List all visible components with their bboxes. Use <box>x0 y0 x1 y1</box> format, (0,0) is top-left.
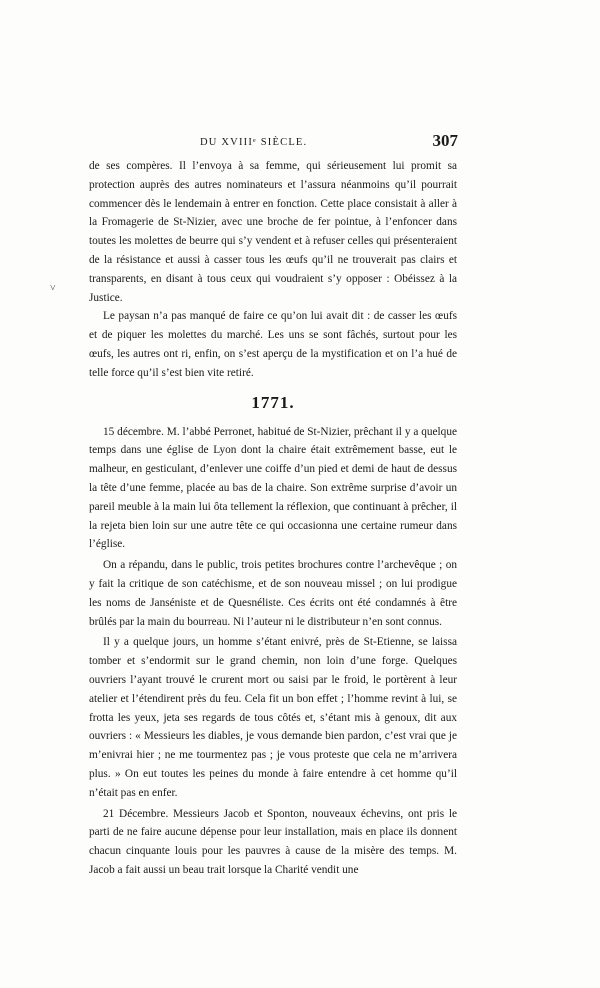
paragraph: Il y a quelque jours, un homme s’étant enivré, près de St-Etienne, se laissa tomber et s’endormit sur le grand chemin, non loin d’une forge. Quelques ouvriers l’ayant trouvé le crurent mort ou saisi par le froid, le portèrent à leur atelier et l’étendirent près du feu. Cela fit un bon effet ; l’homme revint à lui, se frotta les yeux, jeta ses regards de tous côtés et, s’étant mis à genoux, dit aux ouvriers : « Messieurs les diables, je vous demande bien pardon, c’est vrai que je m’enivrai hier ; ne me tourmentez pas ; je vous proteste que cela ne m’arrivera plus. » On eut toutes les peines du monde à faire entendre à cet homme qu’il n’était pas en enfer. <box>89 636 457 799</box>
paragraph: 21 Décembre. Messieurs Jacob et Sponton, nouveaux échevins, ont pris le parti de ne faire aucune dépense pour leur installation, mais en place ils donnent chacun cinquante louis pour les pauvres à cause de la misère des temps. M. Jacob a fait aussi un beau trait lorsque la Charité vendit une <box>89 807 457 876</box>
page-header <box>88 131 458 155</box>
year-heading: 1771. <box>251 392 295 412</box>
body-text <box>89 157 457 880</box>
running-head: DU XVIIIᵉ SIÈCLE. <box>200 137 308 148</box>
paragraph: Le paysan n’a pas manqué de faire ce qu’on lui avait dit : de casser les œufs et de piquer les molettes du marché. Les uns se sont fâchés, surtout pour les œufs, les autres ont ri, enfin, on s’est aperçu de la mystification et on l’a hué de telle force qu’il s’est bien vite retiré. <box>89 310 457 379</box>
page-number: 307 <box>432 131 458 150</box>
paragraph: 15 décembre. M. l’abbé Perronet, habitué de St-Nizier, prêchant il y a quelque temps dans une église de Lyon dont la chaire était extrêmement basse, eut le malheur, en gesticulant, d’enlever une coiffe d’un pied et demi de haut de dessus la tête d’une femme, placée au bas de la chaire. Son extrême surprise d’avoir un pareil meuble à la main lui ôta tellement la réflexion, que continuant à prêcher, il la rejeta bien loin sur une autre tête ce qui occasionna une certaine rumeur dans l’église. <box>89 425 457 551</box>
margin-mark: ˅ <box>50 283 56 294</box>
paragraph: de ses compères. Il l’envoya à sa femme, qui sérieusement lui promit sa protection auprès des autres nominateurs et l’assura néanmoins qu’il pourrait commencer dès le lendemain à entrer en fonction. Cette place consistait à aller à la Fromagerie de St-Nizier, avec une broche de fer pointue, à l’enfoncer dans toutes les molettes de beurre qui s’y vendent et à refuser celles qui présenteraient de la résistance et aussi à casser tous les œufs qu’il ne trouverait pas clairs et transparents, en disant à tous ceux qui voudraient s’y opposer : Obéissez à la Justice. <box>89 160 457 304</box>
paragraph: On a répandu, dans le public, trois petites brochures contre l’archevêque ; on y fait la critique de son catéchisme, et de son nouveau missel ; on lui prodigue les noms de Janséniste et de Quesnéliste. Ces écrits ont été condamnés à être brûlés par la main du bourreau. Ni l’auteur ni le distributeur n’en sont connus. <box>89 559 457 628</box>
